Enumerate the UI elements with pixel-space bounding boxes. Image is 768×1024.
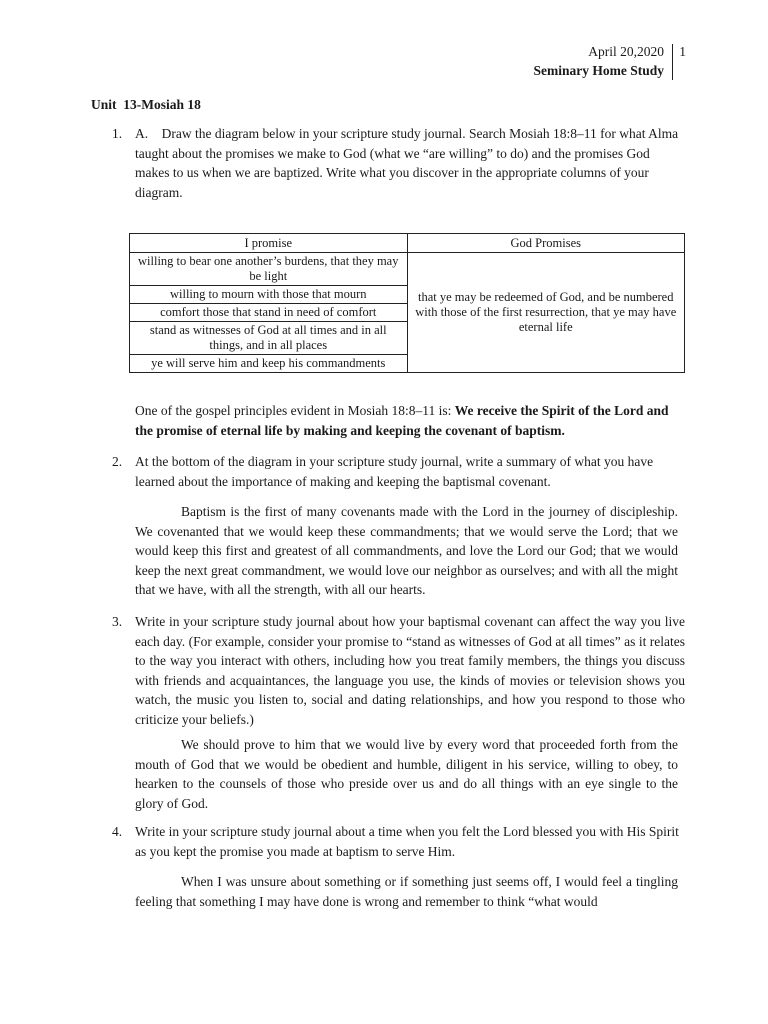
header-divider [672,44,673,80]
answer-paragraph: Baptism is the first of many covenants made with the Lord in the journey of discipleship. We covenanted that we would keep these commandments; that we would serve the Lord; that we would keep this first and greatest of all commandments, and love the Lord our God; that we would keep the next great commandment, we would love our neighbor as ourselves; and with all the might that we have, with all the strength, with all our hearts. [135,504,678,597]
item-number: 3. [112,614,123,629]
item-number: 4. [112,824,123,839]
item-text: At the bottom of the diagram in your scripture study journal, write a summary of what you have learned about the importance of making and keeping the baptismal covenant. [135,454,654,489]
table-header-i-promise: I promise [130,234,408,253]
promises-table [129,233,685,373]
header-date: April 20,2020 [588,44,664,59]
item-text: Write in your scripture study journal about a time when you felt the Lord blessed you with His Spirit as you kept the promise you made at baptism to serve Him. [135,824,679,859]
answer-paragraph: We should prove to him that we would live by every word that proceeded forth from the mouth of God that we would be obedient and humble, diligent in his service, willing to obey, to hearken to the counsels of those who preside over us and do all things with an eye single to the glory of God. [135,737,678,811]
table-cell: stand as witnesses of God at all times and in all things, and in all places [130,322,408,355]
answer-paragraph: When I was unsure about something or if something just seems off, I would feel a tingling feeling that something I may have done is wrong and remember to think “what would [135,874,678,909]
table-header-god-promises: God Promises [407,234,685,253]
unit-title: Unit 13-Mosiah 18 [91,97,201,112]
table-cell: comfort those that stand in need of comfort [130,304,408,322]
list-item [112,124,685,202]
item-text: A. Draw the diagram below in your scripture study journal. Search Mosiah 18:8–11 for what Alma taught about the promises we make to God (what we “are willing” to do) and the promises God makes to us when we are baptized. Write what you discover in the appropriate columns of your diagram. [135,126,679,200]
item-number: 2. [112,454,123,469]
table-cell: willing to mourn with those that mourn [130,286,408,304]
item-text: Write in your scripture study journal about how your baptismal covenant can affect the way you live each day. (For example, consider your promise to “stand as witnesses of God at all times” as it relates to the way you interact with others, including how you treat family members, the things you discuss with friends and acquaintances, the language you use, the kinds of movies or television shows you watch, the music you listen to, social and dating relationships, and how you respond to those who criticize your beliefs.) [135,614,685,727]
principle-intro: One of the gospel principles evident in Mosiah 18:8–11 is: [135,403,455,418]
item-number: 1. [112,126,123,141]
list-item [112,822,685,861]
gospel-principle [135,401,685,440]
list-item [112,452,685,491]
table-cell: ye will serve him and keep his commandments [130,355,408,373]
table-cell: willing to bear one another’s burdens, that they may be light [130,253,408,286]
principle-statement: We receive the Spirit of the Lord and the promise of eternal life by making and keeping the covenant of baptism. [135,403,669,438]
header-subtitle: Seminary Home Study [533,63,664,78]
list-item [112,612,685,729]
page-number: 1 [679,44,686,59]
god-promises-cell: that ye may be redeemed of God, and be numbered with those of the first resurrection, that ye may have eternal life [407,253,685,373]
